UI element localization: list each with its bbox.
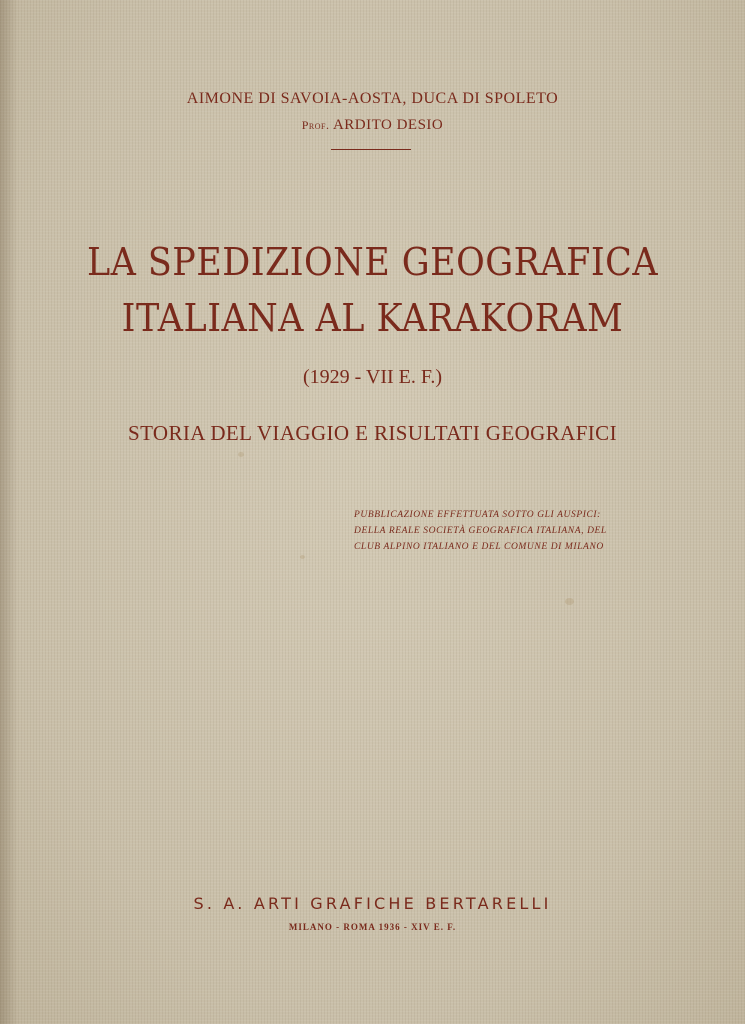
cloth-stain [565,598,574,605]
auspices-note [354,507,664,555]
authors-block [0,88,745,136]
book-title-line1: LA SPEDIZIONE GEOGRAFICA [86,240,659,284]
imprint-line: MILANO - ROMA 1936 - XIV E. F. [288,922,457,932]
author-secondary [0,114,745,136]
auspices-line: CLUB ALPINO ITALIANO E DEL COMUNE DI MILANO [354,542,604,552]
author-primary: AIMONE DI SAVOIA-AOSTA, DUCA DI SPOLETO [186,90,559,107]
cloth-stain [300,555,305,559]
expedition-date: (1929 - VII E. F.) [302,366,443,388]
book-title [30,234,715,346]
auspices-line: DELLA REALE SOCIETÀ GEOGRAFICA ITALIANA, DEL [354,526,607,536]
auspices-line: PUBBLICAZIONE EFFETTUATA SOTTO GLI AUSPICI: [354,510,601,520]
divider-rule [331,149,411,150]
author-title-prefix: Prof. [301,118,330,132]
author-secondary-name: ARDITO DESIO [332,117,444,133]
spine-shadow [0,0,18,1024]
publisher-name: S. A. ARTI GRAFICHE BERTARELLI [193,894,552,913]
book-subtitle: STORIA DEL VIAGGIO E RISULTATI GEOGRAFICI [128,421,617,445]
book-title-line2: ITALIANA AL KARAKORAM [121,296,624,340]
cloth-stain [238,452,244,457]
